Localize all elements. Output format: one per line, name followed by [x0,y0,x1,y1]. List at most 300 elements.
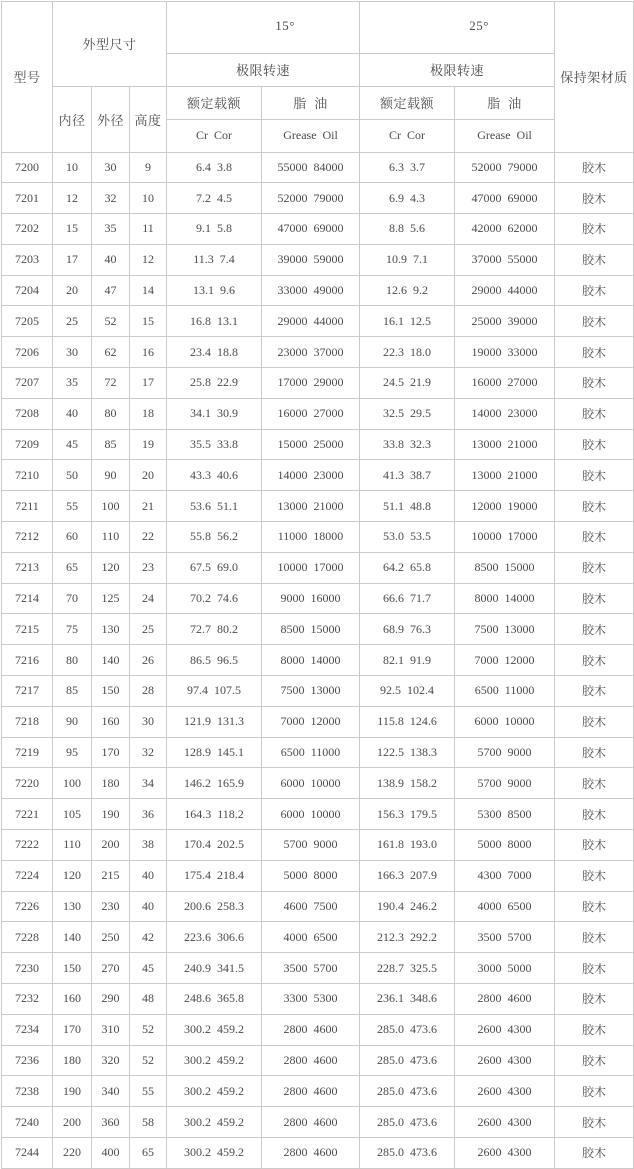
cell-grease-oil-25: 8000 14000 [455,583,555,614]
table-row [2,460,634,491]
table-row [2,1014,634,1045]
table-row [2,1107,634,1138]
cell-inner-diameter: 160 [53,984,92,1015]
table-row [2,214,634,245]
cell-grease-oil-15: 9000 16000 [262,583,360,614]
cell-outer-diameter: 100 [92,491,130,522]
cell-cr-cor-15: 9.1 5.8 [167,214,262,245]
cell-inner-diameter: 17 [53,244,92,275]
cell-grease-oil-25: 19000 33000 [455,337,555,368]
cell-grease-oil-15: 39000 59000 [262,244,360,275]
cell-grease-oil-25: 2600 4300 [455,1014,555,1045]
table-row [2,645,634,676]
cell-model: 7240 [2,1107,53,1138]
cell-grease-oil-15: 3500 5700 [262,953,360,984]
header-inner-diameter: 内径 [53,86,92,152]
cell-cage-material: 胶木 [555,522,634,553]
cell-outer-diameter: 270 [92,953,130,984]
cell-grease-oil-25: 6500 11000 [455,676,555,707]
cell-model: 7224 [2,860,53,891]
cell-cage-material: 胶木 [555,860,634,891]
cell-outer-diameter: 360 [92,1107,130,1138]
cell-cr-cor-25: 64.2 65.8 [360,552,455,583]
cell-outer-diameter: 47 [92,275,130,306]
header-grease-oil-cn-25: 脂 油 [455,86,555,119]
cell-height: 12 [130,244,167,275]
table-row [2,429,634,460]
cell-height: 36 [130,799,167,830]
cell-height: 19 [130,429,167,460]
cell-height: 25 [130,614,167,645]
header-outer-diameter: 外径 [92,86,130,152]
cell-grease-oil-25: 12000 19000 [455,491,555,522]
cell-grease-oil-25: 3500 5700 [455,922,555,953]
cell-outer-diameter: 35 [92,214,130,245]
cell-cage-material: 胶木 [555,368,634,399]
cell-height: 30 [130,706,167,737]
cell-outer-diameter: 200 [92,830,130,861]
cell-grease-oil-15: 6000 10000 [262,799,360,830]
cell-height: 17 [130,368,167,399]
cell-inner-diameter: 170 [53,1014,92,1045]
cell-cage-material: 胶木 [555,1138,634,1169]
cell-model: 7217 [2,676,53,707]
cell-outer-diameter: 230 [92,891,130,922]
cell-cr-cor-15: 16.8 13.1 [167,306,262,337]
table-row [2,522,634,553]
cell-cage-material: 胶木 [555,922,634,953]
cell-height: 34 [130,768,167,799]
cell-cr-cor-25: 6.3 3.7 [360,152,455,183]
cell-grease-oil-25: 4000 6500 [455,891,555,922]
cell-inner-diameter: 65 [53,552,92,583]
cell-inner-diameter: 200 [53,1107,92,1138]
cell-cr-cor-25: 92.5 102.4 [360,676,455,707]
cell-inner-diameter: 180 [53,1045,92,1076]
cell-inner-diameter: 150 [53,953,92,984]
header-height: 高度 [130,86,167,152]
cell-model: 7244 [2,1138,53,1169]
cell-cage-material: 胶木 [555,275,634,306]
cell-cage-material: 胶木 [555,645,634,676]
cell-model: 7203 [2,244,53,275]
cell-height: 42 [130,922,167,953]
cell-cage-material: 胶木 [555,737,634,768]
header-row-3 [2,86,634,119]
cell-model: 7234 [2,1014,53,1045]
table-row [2,799,634,830]
cell-outer-diameter: 62 [92,337,130,368]
cell-cr-cor-15: 200.6 258.3 [167,891,262,922]
cell-model: 7220 [2,768,53,799]
cell-model: 7212 [2,522,53,553]
cell-grease-oil-15: 5000 8000 [262,860,360,891]
cell-grease-oil-15: 52000 79000 [262,183,360,214]
cell-cr-cor-15: 300.2 459.2 [167,1138,262,1169]
cell-grease-oil-25: 42000 62000 [455,214,555,245]
cell-grease-oil-25: 10000 17000 [455,522,555,553]
table-row [2,1045,634,1076]
cell-model: 7221 [2,799,53,830]
table-row [2,398,634,429]
cell-outer-diameter: 110 [92,522,130,553]
cell-outer-diameter: 30 [92,152,130,183]
header-rated-load-15: 额定载额 [167,86,262,119]
table-row [2,984,634,1015]
cell-inner-diameter: 120 [53,860,92,891]
cell-inner-diameter: 95 [53,737,92,768]
header-rated-load-25: 额定载额 [360,86,455,119]
cell-inner-diameter: 50 [53,460,92,491]
cell-cr-cor-25: 12.6 9.2 [360,275,455,306]
cell-inner-diameter: 15 [53,214,92,245]
table-row [2,583,634,614]
cell-cr-cor-25: 41.3 38.7 [360,460,455,491]
cell-height: 11 [130,214,167,245]
cell-model: 7207 [2,368,53,399]
cell-grease-oil-15: 17000 29000 [262,368,360,399]
cell-outer-diameter: 170 [92,737,130,768]
cell-outer-diameter: 310 [92,1014,130,1045]
table-row [2,953,634,984]
cell-cr-cor-25: 166.3 207.9 [360,860,455,891]
cell-height: 9 [130,152,167,183]
cell-model: 7202 [2,214,53,245]
cell-height: 48 [130,984,167,1015]
cell-height: 14 [130,275,167,306]
cell-grease-oil-15: 6000 10000 [262,768,360,799]
cell-grease-oil-25: 8500 15000 [455,552,555,583]
cell-grease-oil-25: 16000 27000 [455,368,555,399]
cell-cr-cor-25: 53.0 53.5 [360,522,455,553]
header-row-1 [2,2,634,54]
cell-inner-diameter: 35 [53,368,92,399]
cell-cr-cor-25: 212.3 292.2 [360,922,455,953]
cell-cr-cor-15: 23.4 18.8 [167,337,262,368]
table-row [2,922,634,953]
cell-cage-material: 胶木 [555,706,634,737]
cell-cr-cor-25: 190.4 246.2 [360,891,455,922]
cell-inner-diameter: 110 [53,830,92,861]
cell-cr-cor-25: 285.0 473.6 [360,1076,455,1107]
cell-outer-diameter: 190 [92,799,130,830]
cell-cr-cor-25: 8.8 5.6 [360,214,455,245]
cell-grease-oil-25: 25000 39000 [455,306,555,337]
cell-inner-diameter: 40 [53,398,92,429]
header-cage-material: 保持架材质 [555,2,634,153]
cell-outer-diameter: 290 [92,984,130,1015]
contact-angle-icon [455,21,466,32]
cell-outer-diameter: 120 [92,552,130,583]
cell-cr-cor-15: 35.5 33.8 [167,429,262,460]
cell-model: 7200 [2,152,53,183]
cell-model: 7205 [2,306,53,337]
cell-grease-oil-15: 13000 21000 [262,491,360,522]
cell-outer-diameter: 85 [92,429,130,460]
cell-cr-cor-25: 138.9 158.2 [360,768,455,799]
cell-height: 16 [130,337,167,368]
cell-grease-oil-25: 2600 4300 [455,1076,555,1107]
cell-cr-cor-15: 121.9 131.3 [167,706,262,737]
header-cr-cor-25: Cr Cor [360,119,455,152]
cell-cr-cor-25: 68.9 76.3 [360,614,455,645]
cell-cr-cor-15: 300.2 459.2 [167,1076,262,1107]
cell-cage-material: 胶木 [555,337,634,368]
cell-grease-oil-25: 14000 23000 [455,398,555,429]
table-row [2,552,634,583]
header-angle-25-label: 25° [469,18,489,33]
cell-cr-cor-15: 53.6 51.1 [167,491,262,522]
cell-cr-cor-25: 285.0 473.6 [360,1014,455,1045]
cell-cage-material: 胶木 [555,1076,634,1107]
bearing-spec-table [1,1,634,1169]
cell-inner-diameter: 30 [53,337,92,368]
cell-height: 52 [130,1014,167,1045]
table-row [2,891,634,922]
cell-outer-diameter: 80 [92,398,130,429]
cell-grease-oil-25: 7500 13000 [455,614,555,645]
cell-model: 7230 [2,953,53,984]
cell-grease-oil-15: 7500 13000 [262,676,360,707]
cell-inner-diameter: 90 [53,706,92,737]
cell-model: 7216 [2,645,53,676]
header-grease-oil-cn-15: 脂 油 [262,86,360,119]
cell-grease-oil-25: 6000 10000 [455,706,555,737]
cell-cage-material: 胶木 [555,583,634,614]
cell-cr-cor-25: 228.7 325.5 [360,953,455,984]
cell-cr-cor-15: 11.3 7.4 [167,244,262,275]
header-angle-15 [167,2,360,54]
cell-outer-diameter: 140 [92,645,130,676]
cell-height: 38 [130,830,167,861]
table-row [2,1138,634,1169]
cell-grease-oil-15: 7000 12000 [262,706,360,737]
cell-cr-cor-25: 16.1 12.5 [360,306,455,337]
cell-grease-oil-15: 14000 23000 [262,460,360,491]
cell-cage-material: 胶木 [555,398,634,429]
cell-height: 15 [130,306,167,337]
cell-model: 7226 [2,891,53,922]
cell-grease-oil-15: 23000 37000 [262,337,360,368]
cell-outer-diameter: 320 [92,1045,130,1076]
cell-grease-oil-15: 2800 4600 [262,1045,360,1076]
cell-cage-material: 胶木 [555,676,634,707]
cell-grease-oil-25: 4300 7000 [455,860,555,891]
cell-cr-cor-25: 161.8 193.0 [360,830,455,861]
cell-model: 7232 [2,984,53,1015]
cell-grease-oil-25: 47000 69000 [455,183,555,214]
cell-cage-material: 胶木 [555,984,634,1015]
cell-cr-cor-15: 240.9 341.5 [167,953,262,984]
cell-grease-oil-25: 37000 55000 [455,244,555,275]
cell-cr-cor-25: 115.8 124.6 [360,706,455,737]
cell-grease-oil-15: 8500 15000 [262,614,360,645]
cell-inner-diameter: 70 [53,583,92,614]
cell-height: 22 [130,522,167,553]
cell-cage-material: 胶木 [555,830,634,861]
cell-height: 58 [130,1107,167,1138]
cell-inner-diameter: 75 [53,614,92,645]
cell-grease-oil-25: 5000 8000 [455,830,555,861]
cell-height: 40 [130,860,167,891]
cell-cr-cor-25: 236.1 348.6 [360,984,455,1015]
cell-grease-oil-25: 13000 21000 [455,429,555,460]
cell-cage-material: 胶木 [555,768,634,799]
cell-grease-oil-25: 2600 4300 [455,1107,555,1138]
cell-grease-oil-25: 2600 4300 [455,1045,555,1076]
cell-inner-diameter: 25 [53,306,92,337]
cell-model: 7236 [2,1045,53,1076]
cell-outer-diameter: 160 [92,706,130,737]
table-row [2,306,634,337]
cell-cage-material: 胶木 [555,152,634,183]
cell-cage-material: 胶木 [555,244,634,275]
cell-outer-diameter: 250 [92,922,130,953]
cell-grease-oil-15: 2800 4600 [262,1107,360,1138]
cell-cr-cor-15: 55.8 56.2 [167,522,262,553]
header-grease-oil-en-25: Grease Oil [455,119,555,152]
cell-cage-material: 胶木 [555,1045,634,1076]
cell-cr-cor-25: 51.1 48.8 [360,491,455,522]
cell-cage-material: 胶木 [555,1014,634,1045]
header-dimensions: 外型尺寸 [53,2,167,87]
cell-model: 7218 [2,706,53,737]
cell-height: 26 [130,645,167,676]
table-row [2,244,634,275]
cell-grease-oil-15: 47000 69000 [262,214,360,245]
cell-grease-oil-15: 33000 49000 [262,275,360,306]
table-row [2,860,634,891]
cell-height: 45 [130,953,167,984]
cell-cr-cor-15: 25.8 22.9 [167,368,262,399]
cell-grease-oil-15: 55000 84000 [262,152,360,183]
cell-outer-diameter: 40 [92,244,130,275]
table-row [2,275,634,306]
contact-angle-icon [261,21,272,32]
cell-cr-cor-25: 24.5 21.9 [360,368,455,399]
cell-outer-diameter: 150 [92,676,130,707]
cell-grease-oil-15: 2800 4600 [262,1138,360,1169]
cell-model: 7206 [2,337,53,368]
cell-cr-cor-25: 285.0 473.6 [360,1107,455,1138]
cell-cr-cor-15: 34.1 30.9 [167,398,262,429]
cell-cr-cor-15: 6.4 3.8 [167,152,262,183]
cell-grease-oil-25: 13000 21000 [455,460,555,491]
cell-outer-diameter: 125 [92,583,130,614]
cell-height: 10 [130,183,167,214]
cell-cr-cor-15: 164.3 118.2 [167,799,262,830]
cell-cr-cor-25: 285.0 473.6 [360,1138,455,1169]
cell-grease-oil-25: 5700 9000 [455,737,555,768]
cell-cr-cor-25: 32.5 29.5 [360,398,455,429]
cell-height: 55 [130,1076,167,1107]
cell-cage-material: 胶木 [555,183,634,214]
header-limit-speed-25: 极限转速 [360,53,555,86]
cell-cr-cor-25: 10.9 7.1 [360,244,455,275]
cell-cr-cor-15: 175.4 218.4 [167,860,262,891]
cell-outer-diameter: 72 [92,368,130,399]
cell-grease-oil-25: 7000 12000 [455,645,555,676]
cell-cage-material: 胶木 [555,891,634,922]
cell-cr-cor-15: 7.2 4.5 [167,183,262,214]
cell-cr-cor-15: 223.6 306.6 [167,922,262,953]
cell-cr-cor-15: 300.2 459.2 [167,1014,262,1045]
cell-outer-diameter: 400 [92,1138,130,1169]
cell-cr-cor-15: 300.2 459.2 [167,1045,262,1076]
cell-grease-oil-15: 8000 14000 [262,645,360,676]
cell-cage-material: 胶木 [555,552,634,583]
cell-cr-cor-25: 285.0 473.6 [360,1045,455,1076]
table-row [2,830,634,861]
cell-cr-cor-15: 248.6 365.8 [167,984,262,1015]
cell-inner-diameter: 105 [53,799,92,830]
cell-cr-cor-15: 97.4 107.5 [167,676,262,707]
cell-outer-diameter: 32 [92,183,130,214]
cell-grease-oil-15: 15000 25000 [262,429,360,460]
cell-grease-oil-25: 5700 9000 [455,768,555,799]
cell-inner-diameter: 12 [53,183,92,214]
cell-cr-cor-15: 67.5 69.0 [167,552,262,583]
cell-cr-cor-25: 66.6 71.7 [360,583,455,614]
cell-inner-diameter: 220 [53,1138,92,1169]
cell-grease-oil-15: 6500 11000 [262,737,360,768]
cell-model: 7214 [2,583,53,614]
cell-cr-cor-25: 82.1 91.9 [360,645,455,676]
cell-grease-oil-25: 2800 4600 [455,984,555,1015]
cell-inner-diameter: 100 [53,768,92,799]
table-row [2,368,634,399]
cell-height: 20 [130,460,167,491]
cell-cage-material: 胶木 [555,214,634,245]
cell-inner-diameter: 20 [53,275,92,306]
cell-inner-diameter: 190 [53,1076,92,1107]
table-row [2,768,634,799]
cell-cage-material: 胶木 [555,460,634,491]
cell-model: 7238 [2,1076,53,1107]
cell-grease-oil-15: 2800 4600 [262,1014,360,1045]
cell-inner-diameter: 60 [53,522,92,553]
cell-inner-diameter: 85 [53,676,92,707]
cell-model: 7210 [2,460,53,491]
table-row [2,737,634,768]
cell-cr-cor-15: 43.3 40.6 [167,460,262,491]
table-row [2,491,634,522]
cell-cr-cor-15: 86.5 96.5 [167,645,262,676]
cell-model: 7211 [2,491,53,522]
cell-inner-diameter: 130 [53,891,92,922]
table-row [2,1076,634,1107]
cell-cage-material: 胶木 [555,1107,634,1138]
cell-grease-oil-25: 3000 5000 [455,953,555,984]
cell-outer-diameter: 52 [92,306,130,337]
cell-cage-material: 胶木 [555,306,634,337]
cell-model: 7204 [2,275,53,306]
cell-height: 23 [130,552,167,583]
table-row [2,614,634,645]
table-row [2,183,634,214]
cell-cr-cor-25: 22.3 18.0 [360,337,455,368]
cell-grease-oil-15: 10000 17000 [262,552,360,583]
cell-outer-diameter: 130 [92,614,130,645]
cell-grease-oil-25: 2600 4300 [455,1138,555,1169]
cell-height: 18 [130,398,167,429]
cell-height: 24 [130,583,167,614]
cell-model: 7222 [2,830,53,861]
cell-grease-oil-15: 4600 7500 [262,891,360,922]
cell-cage-material: 胶木 [555,614,634,645]
table-row [2,152,634,183]
cell-grease-oil-25: 5300 8500 [455,799,555,830]
